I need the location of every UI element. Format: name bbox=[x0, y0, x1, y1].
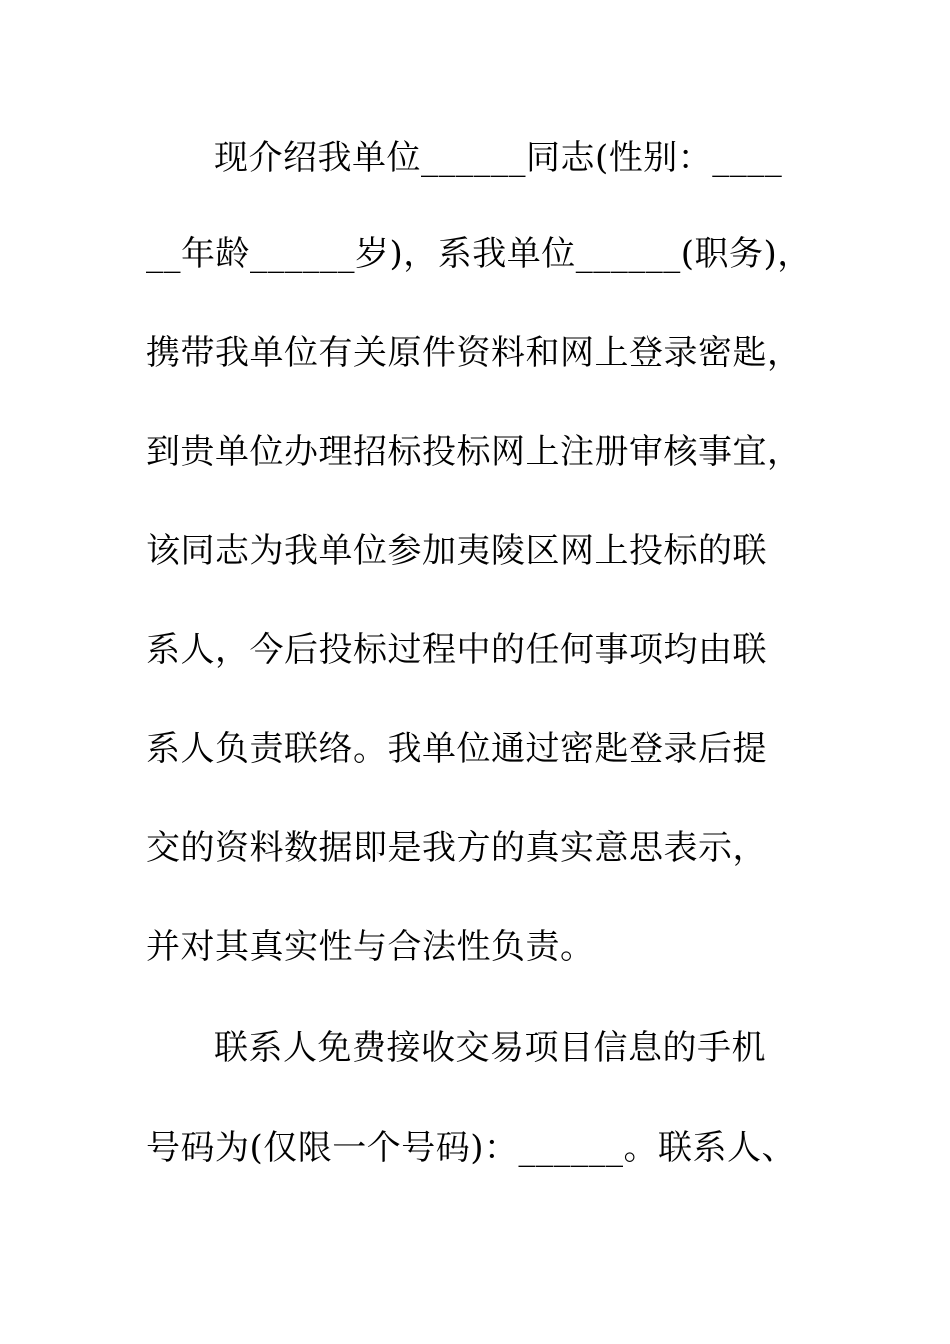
paragraph-1-line-1: 现介绍我单位______同志(性别：____ bbox=[214, 138, 783, 178]
paragraph-1-line-7: 系人负责联络。我单位通过密匙登录后提 bbox=[146, 729, 767, 769]
paragraph-1-line-6: 系人，今后投标过程中的任何事项均由联 bbox=[146, 630, 767, 670]
paragraph-1-line-3: 携带我单位有关原件资料和网上登录密匙， bbox=[146, 333, 802, 373]
paragraph-1-line-2: __年龄______岁)，系我单位______(职务)， bbox=[146, 234, 812, 274]
paragraph-1-line-5: 该同志为我单位参加夷陵区网上投标的联 bbox=[146, 531, 767, 571]
paragraph-1-line-8: 交的资料数据即是我方的真实意思表示， bbox=[146, 828, 767, 868]
paragraph-2-line-2: 号码为(仅限一个号码)：______。联系人、 bbox=[146, 1128, 797, 1168]
paragraph-1-line-4: 到贵单位办理招标投标网上注册审核事宜， bbox=[146, 432, 802, 472]
paragraph-1-line-9: 并对其真实性与合法性负责。 bbox=[146, 927, 595, 967]
paragraph-2-line-1: 联系人免费接收交易项目信息的手机 bbox=[214, 1028, 766, 1068]
